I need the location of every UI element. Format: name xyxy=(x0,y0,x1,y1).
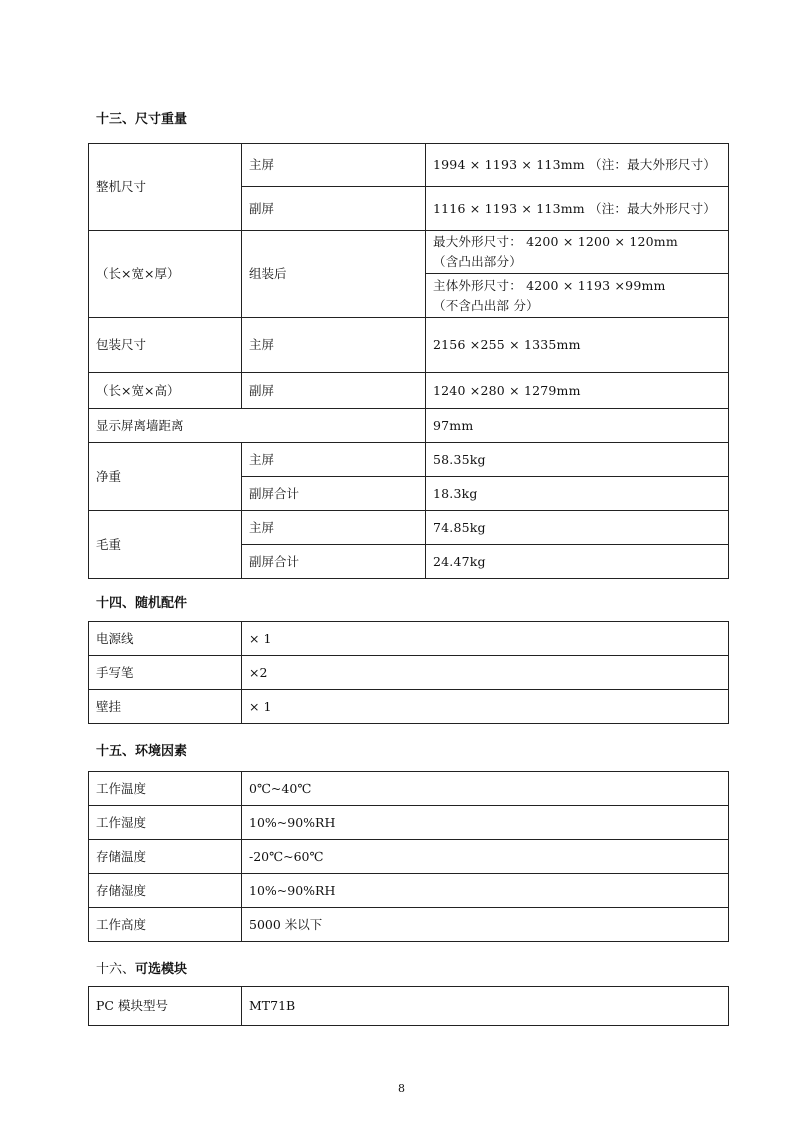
package-main-label: 主屏 xyxy=(242,318,426,373)
gross-sub-value: 24.47kg xyxy=(426,545,729,579)
net-main-value: 58.35kg xyxy=(426,443,729,477)
table-row-value: 0℃~40℃ xyxy=(242,772,729,806)
net-sub-label: 副屏合计 xyxy=(242,477,426,511)
main-screen-label: 主屏 xyxy=(242,144,426,187)
dimensions-weight-table xyxy=(88,143,729,579)
environment-table xyxy=(88,771,729,942)
section-13-title: 十三、尺寸重量 xyxy=(96,112,188,127)
gross-weight-label: 毛重 xyxy=(89,511,242,579)
sub-screen-label: 副屏 xyxy=(242,187,426,231)
table-row-label: 手写笔 xyxy=(89,656,242,690)
assembled-label: 组装后 xyxy=(242,231,426,318)
section-16-prefix: 十六、 xyxy=(96,962,136,977)
assembled-body-value xyxy=(426,274,729,318)
assembled-body-line1: 主体外形尺寸： 4200 × 1193 ×99mm xyxy=(433,277,666,293)
assembled-max-value xyxy=(426,231,729,274)
net-weight-label: 净重 xyxy=(89,443,242,511)
gross-main-value: 74.85kg xyxy=(426,511,729,545)
sub-size-value: 1116 × 1193 × 113mm （注：最大外形尺寸） xyxy=(426,187,729,231)
assembled-max-line2: （含凸出部分） xyxy=(433,254,522,269)
gross-sub-label: 副屏合计 xyxy=(242,545,426,579)
wall-distance-label: 显示屏离墙距离 xyxy=(89,409,426,443)
lwh-thick-label: （长×宽×厚） xyxy=(89,231,242,318)
table-row-value: -20℃~60℃ xyxy=(242,840,729,874)
table-row-value: × 1 xyxy=(242,690,729,724)
table-row-label: 工作高度 xyxy=(89,908,242,942)
net-sub-value: 18.3kg xyxy=(426,477,729,511)
section-16-rest: 可选模块 xyxy=(135,962,188,977)
main-size-value: 1994 × 1193 × 113mm （注：最大外形尺寸） xyxy=(426,144,729,187)
gross-main-label: 主屏 xyxy=(242,511,426,545)
machine-size-label: 整机尺寸 xyxy=(89,144,242,231)
table-row-label: 存储温度 xyxy=(89,840,242,874)
table-row-label: 电源线 xyxy=(89,622,242,656)
table-row-value: ×2 xyxy=(242,656,729,690)
accessories-table xyxy=(88,621,729,724)
table-row-label: 壁挂 xyxy=(89,690,242,724)
section-15-title: 十五、环境因素 xyxy=(96,744,188,759)
section-14-title: 十四、随机配件 xyxy=(96,596,188,611)
table-row-value: MT71B xyxy=(242,987,729,1026)
assembled-body-line2: （不含凸出部 分） xyxy=(433,297,539,313)
table-row-value: 10%~90%RH xyxy=(242,806,729,840)
table-row-label: 工作湿度 xyxy=(89,806,242,840)
package-size-label: 包装尺寸 xyxy=(89,318,242,373)
lwh-high-label: （长×宽×高） xyxy=(89,373,242,409)
table-row-label: PC 模块型号 xyxy=(89,987,242,1026)
package-sub-label: 副屏 xyxy=(242,373,426,409)
table-row-value: 5000 米以下 xyxy=(242,908,729,942)
table-row-value: × 1 xyxy=(242,622,729,656)
package-sub-value: 1240 ×280 × 1279mm xyxy=(426,373,729,409)
wall-distance-value: 97mm xyxy=(426,409,729,443)
table-row-label: 存储湿度 xyxy=(89,874,242,908)
assembled-max-line1: 最大外形尺寸： 4200 × 1200 × 120mm xyxy=(433,234,678,249)
table-row-label: 工作温度 xyxy=(89,772,242,806)
table-row-value: 10%~90%RH xyxy=(242,874,729,908)
page-number: 8 xyxy=(398,1082,405,1095)
package-main-value: 2156 ×255 × 1335mm xyxy=(426,318,729,373)
net-main-label: 主屏 xyxy=(242,443,426,477)
optional-module-table xyxy=(88,986,729,1026)
section-16-title xyxy=(96,958,187,977)
